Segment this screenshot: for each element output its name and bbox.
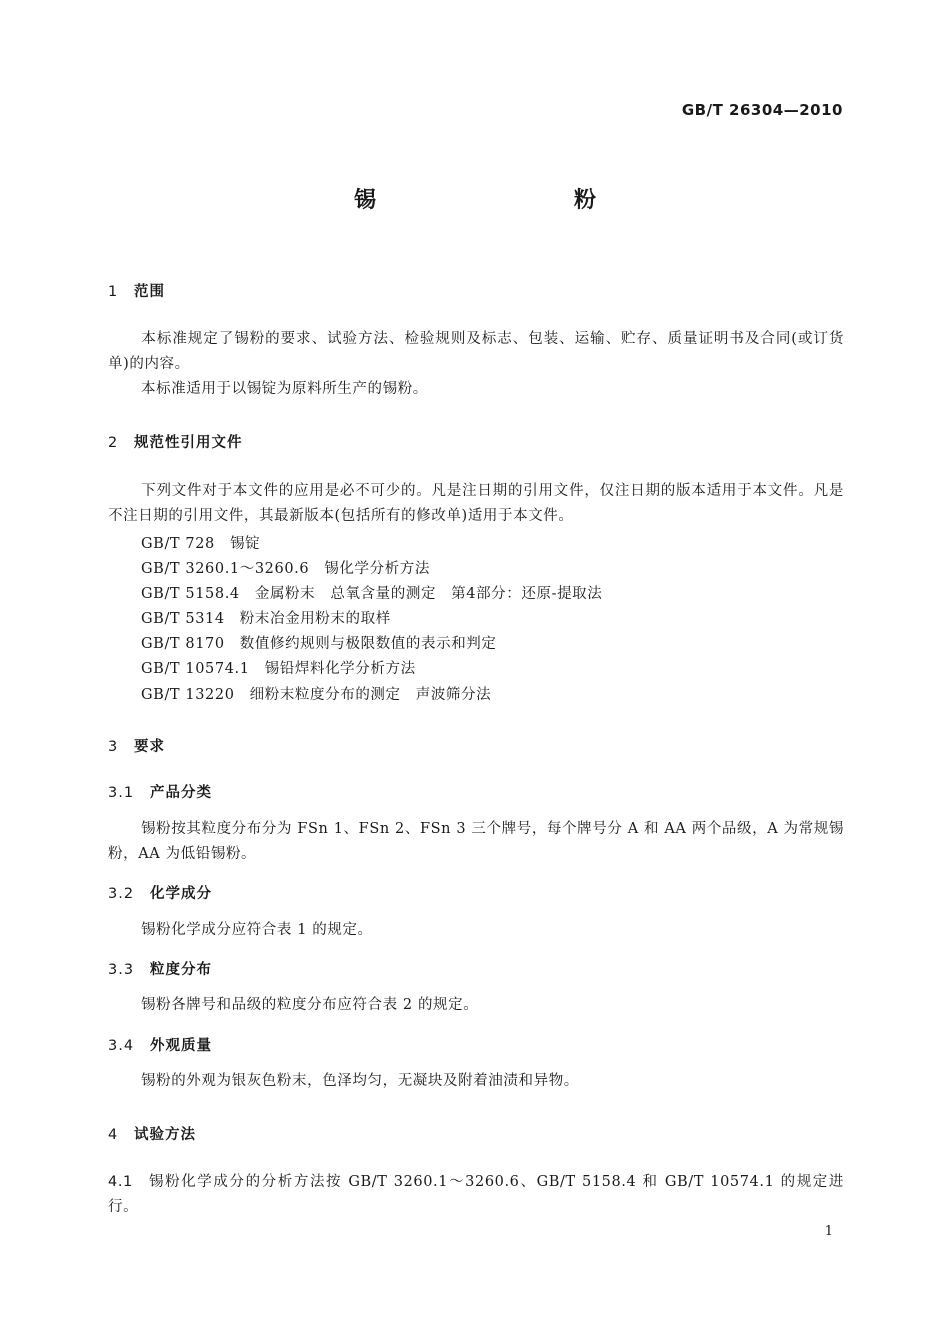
paragraph: 锡粉的外观为银灰色粉末，色泽均匀，无凝块及附着油渍和异物。 <box>141 1073 579 1089</box>
reference-item: GB/T 728 锡锭 <box>141 536 261 552</box>
subsection-title: 产品分类 <box>150 785 212 801</box>
reference-item: GB/T 5158.4 金属粉末 总氧含量的测定 第4部分：还原-提取法 <box>141 586 603 602</box>
subsection-title: 粒度分布 <box>150 962 212 978</box>
section-heading-2 <box>108 431 243 452</box>
paragraph: 锡粉各牌号和品级的粒度分布应符合表 2 的规定。 <box>141 997 479 1013</box>
reference-item: GB/T 13220 细粉末粒度分布的测定 声波筛分法 <box>141 687 492 703</box>
paragraph: 锡粉按其粒度分布分为 FSn 1、FSn 2、FSn 3 三个牌号，每个牌号分 A 和 AA 两个品级，A 为常规锡粉，AA 为低铅锡粉。 <box>108 821 844 862</box>
subsection-heading-3-1 <box>108 781 212 802</box>
reference-item: GB/T 8170 数值修约规则与极限数值的表示和判定 <box>141 636 497 652</box>
section-number: 4 <box>108 1127 119 1143</box>
subsection-heading-3-4 <box>108 1034 212 1055</box>
section-heading-3 <box>108 735 165 756</box>
subsection-number: 3.1 <box>108 785 135 801</box>
paragraph: 本标准规定了锡粉的要求、试验方法、检验规则及标志、包装、运输、贮存、质量证明书及合同(或订货单)的内容。 <box>108 331 844 372</box>
document-title: 锡 粉 <box>353 188 684 213</box>
subsection-number: 3.4 <box>108 1038 135 1054</box>
section-heading-4 <box>108 1123 196 1144</box>
section-number: 1 <box>108 284 119 300</box>
paragraph: 下列文件对于本文件的应用是必不可少的。凡是注日期的引用文件，仅注日期的版本适用于本文件。凡是不注日期的引用文件，其最新版本(包括所有的修改单)适用于本文件。 <box>108 483 844 524</box>
subsection-heading-3-3 <box>108 958 212 979</box>
subsection-number: 3.2 <box>108 886 135 902</box>
section-number: 3 <box>108 739 119 755</box>
page-number: 1 <box>824 1224 833 1239</box>
section-title: 试验方法 <box>134 1127 196 1143</box>
reference-item: GB/T 5314 粉末冶金用粉末的取样 <box>141 611 391 627</box>
subsection-heading-3-2 <box>108 882 212 903</box>
clause-number: 4.1 <box>108 1174 133 1190</box>
paragraph: 锡粉化学成分应符合表 1 的规定。 <box>141 922 373 938</box>
section-title: 规范性引用文件 <box>134 435 243 451</box>
subsection-title: 化学成分 <box>150 886 212 902</box>
section-number: 2 <box>108 435 119 451</box>
reference-item: GB/T 10574.1 锡铅焊料化学分析方法 <box>141 661 416 677</box>
paragraph: 本标准适用于以锡锭为原料所生产的锡粉。 <box>141 381 428 397</box>
section-title: 范围 <box>134 284 165 300</box>
section-heading-1 <box>108 280 165 301</box>
section-title: 要求 <box>134 739 165 755</box>
reference-item: GB/T 3260.1～3260.6 锡化学分析方法 <box>141 561 430 577</box>
paragraph: 4.1 锡粉化学成分的分析方法按 GB/T 3260.1～3260.6、GB/T 5158.4 和 GB/T 10574.1 的规定进行。 <box>108 1170 844 1220</box>
subsection-number: 3.3 <box>108 962 135 978</box>
subsection-title: 外观质量 <box>150 1038 212 1054</box>
standard-code: GB/T 26304—2010 <box>681 101 843 119</box>
